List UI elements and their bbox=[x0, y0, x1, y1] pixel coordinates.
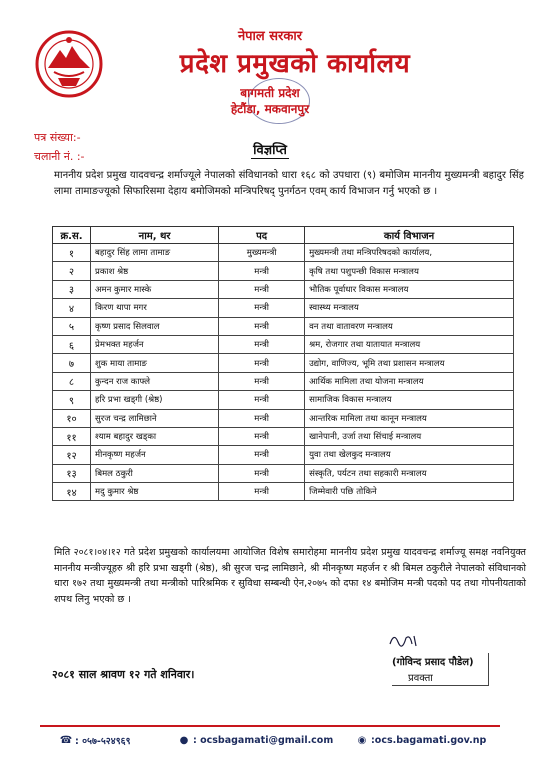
province-label: बागमती प्रदेश bbox=[240, 86, 300, 100]
signatory-name: (गोविन्द प्रसाद पौडेल) bbox=[392, 657, 474, 668]
row-division: स्वास्थ्य मन्त्रालय bbox=[305, 299, 514, 317]
row-sn: २ bbox=[53, 262, 91, 280]
row-sn: ३ bbox=[53, 280, 91, 298]
globe-icon: ◉ bbox=[357, 734, 367, 746]
row-name: अमन कुमार मास्के bbox=[91, 280, 219, 298]
document-title-text: विज्ञप्ति bbox=[253, 143, 287, 158]
table-row bbox=[53, 372, 514, 390]
row-name: प्रकाश श्रेष्ठ bbox=[91, 262, 219, 280]
row-name: कुन्दन राज काफ्ले bbox=[91, 372, 219, 390]
row-post: मन्त्री bbox=[219, 372, 305, 390]
col-header-name: नाम, थर bbox=[91, 227, 219, 244]
col-header-division: कार्य विभाजन bbox=[305, 227, 514, 244]
row-name: सुरज चन्द्र लामिछाने bbox=[91, 409, 219, 427]
table-row bbox=[53, 483, 514, 501]
row-division: आर्थिक मामिला तथा योजना मन्त्रालय bbox=[305, 372, 514, 390]
footer-website-text[interactable]: :ocs.bagamati.gov.np bbox=[371, 734, 487, 746]
row-post: मन्त्री bbox=[219, 464, 305, 482]
row-division: श्रम, रोजगार तथा यातायात मन्त्रालय bbox=[305, 335, 514, 353]
row-name: मदु कुमार श्रेष्ठ bbox=[91, 483, 219, 501]
closing-paragraph: मिति २०८१।०४।१२ गते प्रदेश प्रमुखको कार्यालयमा आयोजित विशेष समारोहमा माननीय प्रदेश प्रमुख यादवचन्द्र शर्माज्यू समक्ष नवनियुक्त माननीय मन्त्रीज्यूहरु श्री हरि प्रभा खड्गी (श्रेष्ठ), श्री सुरज चन्द्र लामिछाने, श्री मीनकृष्ण महर्जन र श्री बिमल ठकुरीले नेपालको संविधानको धारा १७२ तथा मुख्यमन्त्री तथा मन्त्रीको पारिश्रमिक र सुविधा सम्बन्धी ऐन,२०७५ को दफा १४ बमोजिम मन्त्री पदको पद तथा गोपनीयताको शपथ लिनु भएको छ । bbox=[54, 547, 526, 605]
row-sn: ४ bbox=[53, 299, 91, 317]
letter-number-label: पत्र संख्या:- bbox=[34, 131, 81, 144]
table-row bbox=[53, 244, 514, 262]
table-row bbox=[53, 335, 514, 353]
row-sn: १४ bbox=[53, 483, 91, 501]
row-division: जिम्मेवारी पछि तोकिने bbox=[305, 483, 514, 501]
row-division: उद्योग, वाणिज्य, भूमि तथा प्रशासन मन्त्रालय bbox=[305, 354, 514, 372]
table-row bbox=[53, 391, 514, 409]
row-sn: १२ bbox=[53, 446, 91, 464]
row-division: वन तथा वातावरण मन्त्रालय bbox=[305, 317, 514, 335]
row-sn: ११ bbox=[53, 427, 91, 445]
footer-phone bbox=[60, 734, 131, 747]
row-name: कृष्ण प्रसाद सिलवाल bbox=[91, 317, 219, 335]
row-name: बिमल ठकुरी bbox=[91, 464, 219, 482]
row-post: मुख्यमन्त्री bbox=[219, 244, 305, 262]
dispatch-number-label: चलानी नं. :- bbox=[34, 150, 85, 163]
table-row bbox=[53, 280, 514, 298]
footer-email-text[interactable]: : ocsbagamati@gmail.com bbox=[193, 734, 334, 746]
row-division: खानेपानी, उर्जा तथा सिंचाई मन्त्रालय bbox=[305, 427, 514, 445]
row-post: मन्त्री bbox=[219, 262, 305, 280]
table-row bbox=[53, 299, 514, 317]
cabinet-table bbox=[52, 226, 514, 501]
row-name: किरण थापा मगर bbox=[91, 299, 219, 317]
document-title bbox=[0, 140, 540, 158]
row-sn: ७ bbox=[53, 354, 91, 372]
signatory-role: प्रवक्ता bbox=[408, 673, 433, 684]
office-title: प्रदेश प्रमुखको कार्यालय bbox=[179, 49, 411, 79]
row-sn: ६ bbox=[53, 335, 91, 353]
row-name: प्रेमभक्त महर्जन bbox=[91, 335, 219, 353]
table-row bbox=[53, 446, 514, 464]
table-row bbox=[53, 317, 514, 335]
row-division: भौतिक पूर्वाधार विकास मन्त्रालय bbox=[305, 280, 514, 298]
row-post: मन्त्री bbox=[219, 317, 305, 335]
row-sn: ९ bbox=[53, 391, 91, 409]
government-label: नेपाल सरकार bbox=[237, 29, 303, 44]
row-name: श्याम बहादुर खड्का bbox=[91, 427, 219, 445]
row-name: शुक माया तामाङ bbox=[91, 354, 219, 372]
row-post: मन्त्री bbox=[219, 483, 305, 501]
table-row bbox=[53, 427, 514, 445]
footer-email[interactable] bbox=[178, 734, 333, 746]
col-header-post: पद bbox=[219, 227, 305, 244]
row-name: हरि प्रभा खड्गी (श्रेष्ठ) bbox=[91, 391, 219, 409]
email-icon: ● bbox=[179, 734, 189, 746]
phone-icon: ☎ bbox=[59, 735, 73, 746]
document-date: २०८१ साल श्रावण १२ गते शनिवार। bbox=[52, 668, 195, 681]
row-post: मन्त्री bbox=[219, 446, 305, 464]
row-name: बहादुर सिंह लामा तामाङ bbox=[91, 244, 219, 262]
row-post: मन्त्री bbox=[219, 335, 305, 353]
row-sn: ५ bbox=[53, 317, 91, 335]
row-division: मुख्यमन्त्री तथा मन्त्रिपरिषदको कार्यालय, bbox=[305, 244, 514, 262]
row-name: मीनकृष्ण महर्जन bbox=[91, 446, 219, 464]
row-post: मन्त्री bbox=[219, 391, 305, 409]
table-header-row bbox=[53, 227, 514, 244]
row-sn: ८ bbox=[53, 372, 91, 390]
row-post: मन्त्री bbox=[219, 299, 305, 317]
row-sn: १ bbox=[53, 244, 91, 262]
row-sn: १० bbox=[53, 409, 91, 427]
row-division: आन्तरिक मामिला तथा कानून मन्त्रालय bbox=[305, 409, 514, 427]
intro-paragraph: माननीय प्रदेश प्रमुख यादवचन्द्र शर्माज्यूले नेपालको संविधानको धारा १६८ को उपधारा (९) बमोजिम माननीय मुख्यमन्त्री बहादुर सिंह लामा तामाङज्यूको सिफारिसमा देहाय बमोजिमको मन्त्रिपरिषद् पुनर्गठन एवम् कार्य विभाजन गर्नु भएको छ । bbox=[54, 170, 524, 197]
col-header-sn: क्र.स. bbox=[53, 227, 91, 244]
table-row bbox=[53, 409, 514, 427]
footer-phone-text: : ०५७-५२४९६९ bbox=[75, 736, 131, 747]
footer-website[interactable] bbox=[356, 734, 486, 746]
table-row bbox=[53, 464, 514, 482]
row-sn: १३ bbox=[53, 464, 91, 482]
footer-divider bbox=[40, 725, 500, 727]
row-post: मन्त्री bbox=[219, 354, 305, 372]
row-post: मन्त्री bbox=[219, 280, 305, 298]
table-row bbox=[53, 262, 514, 280]
row-division: कृषि तथा पशुपन्छी विकास मन्त्रालय bbox=[305, 262, 514, 280]
row-post: मन्त्री bbox=[219, 427, 305, 445]
row-post: मन्त्री bbox=[219, 409, 305, 427]
row-division: सामाजिक विकास मन्त्रालय bbox=[305, 391, 514, 409]
row-division: युवा तथा खेलकुद मन्त्रालय bbox=[305, 446, 514, 464]
city-label: हेटौंडा, मकवानपुर bbox=[230, 102, 310, 116]
row-division: संस्कृति, पर्यटन तथा सहकारी मन्त्रालय bbox=[305, 464, 514, 482]
table-row bbox=[53, 354, 514, 372]
handwritten-signature bbox=[386, 628, 426, 650]
